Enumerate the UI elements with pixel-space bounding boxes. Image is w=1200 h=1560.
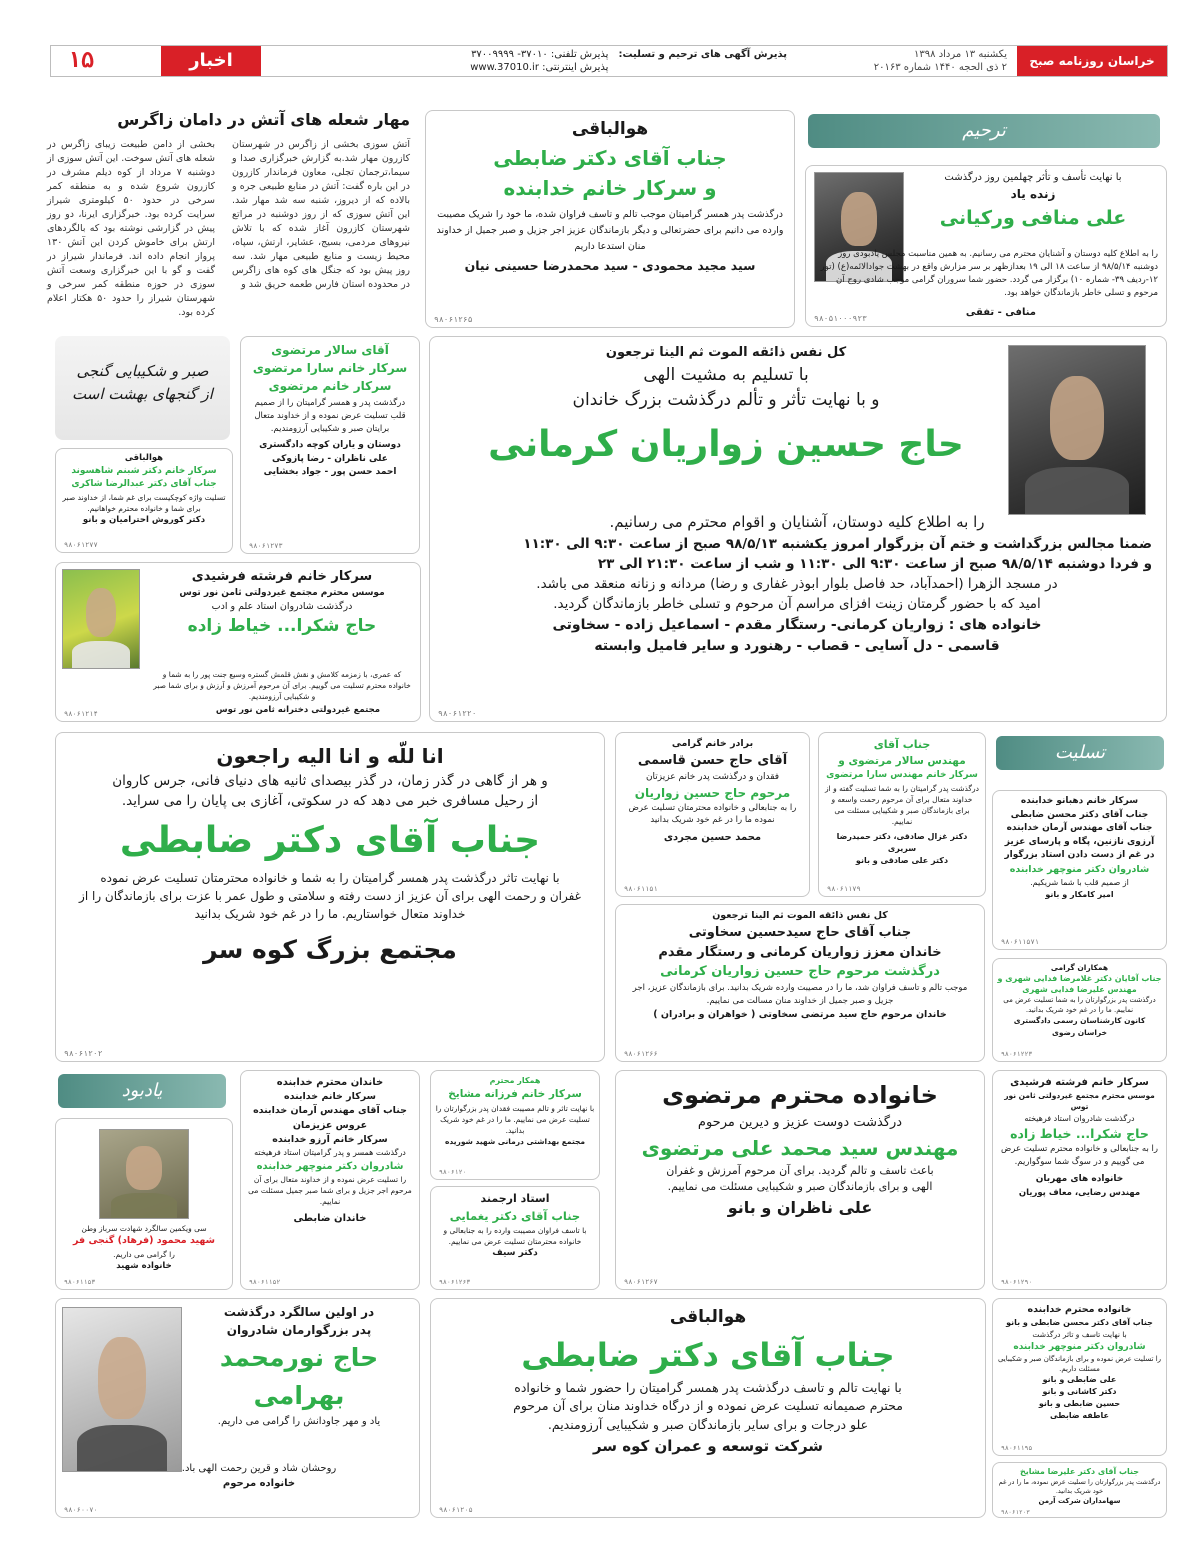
ad-havalbaghi-zabeti: هوالباقی جناب آقای دکتر ضابطی و سرکار خانم خدابنده درگذشت پدر همسر گرامیتان موجب تالم و تاسف فراوان شده، ما خود را شریک مصیبت وارده می دانیم برای حضرتعالی و دیگر بازماندگان عزیز اجر جزیل و صبر جمیل از خداوند منان استدعا داریم سید مجید محمودی - سید محمدرضا حسینی نیان ۹۸۰۶۱۲۶۵ <box>425 110 795 328</box>
portrait-photo <box>62 1307 182 1472</box>
ad-zavarian-main: کل نفس ذائقه الموت ثم الینا ترجعون با تسلیم به مشیت الهی و با نهایت تأثر و تألم درگذشت بزرگ خاندان حاج حسین زواریان کرمانی را به اطلاع کلیه دوستان، آشنایان و اقوام محترم می رسانیم. ضمنا مجالس بزرگداشت و ختم آن بزرگوار امروز یکشنبه ۹۸/۵/۱۳ صبح از ساعت ۹:۳۰ الی ۱۱:۳۰ و فردا دوشنبه ۹۸/۵/۱۴ صبح از ساعت ۹:۳۰ الی ۱۱:۳۰ و شب از ساعت ۲۱:۳۰ الی ۲۳ در مسجد الزهرا (احمدآباد، حد فاصل بلوار ابوذر غفاری و رضا) مردانه و زنانه منعقد می باشد. امید که با حضور گرمتان زینت افزای مراسم آن مرحوم و تسلی خاطر بازماندگان گردید. خانواده های : زواریان کرمانی- رستگار مقدم - اسماعیل زاده - سخاوتی قاسمی - دل آسایی - قصاب - رهنورد و سایر فامیل وابسته ۹۸۰۶۱۲۲۰ <box>429 336 1167 722</box>
ad-mashayekh-2: جناب آقای دکتر علیرضا مشایخ درگذشت پدر بزرگوارتان را تسلیت عرض نموده، ما را در غم خود شریک بدانید. سهامداران شرکت آرمن ۹۸۰۶۱۲۰۳ <box>992 1462 1167 1518</box>
ad-yaghmaei: استاد ارجمند جناب آقای دکتر یغمایی با تاسف فراوان مصیبت وارده را به جنابعالی و خانواده محترمتان تسلیت عرض می نماییم. دکتر سیف ۹۸۰۶۱۲۶۳ <box>430 1186 600 1290</box>
news-column-right: آتش سوزی بخشی از زاگرس در شهرستان کازرون مهار شد.به گزارش خبرگزاری صدا و سیما،ترجمان تجلی، معاون فرماندار کازرون در این باره گفت: آتش در منابع طبیعی جره و بالاده که از دیروز، شنبه سه شد مهار شد. این آتش سوزی که از روز دوشنبه در مراتع شهرستان کازرون آغاز شده که با تلاش نیروهای مردمی، بسیج، عشایر، ارتش، سپاه، محیط زیست و منابع طبیعی مهار شد. سه روز پیش بود که جنگل های کوه های زاگرس در محدوده استان فارس طعمه حریق شد و <box>232 139 410 290</box>
calligraphy-quote: صبر و شکیبایی گنجی از گنجهای بهشت است <box>55 336 230 440</box>
tarhim-header: ترحیم <box>808 114 1160 148</box>
ad-farshidi-right: سرکار خانم فرشته فرشیدی موسس محترم مجتمع غیردولتی ثامن نور توس درگذشت شادروان استاد فرهیخته حاج شکرا... خیاط زاده را به جنابعالی و خانواده محترم تسلیت عرض می گوییم و در سوگ شما سوگواریم. خانواده های مهربان مهندس رضایی، معاف پوریان ۹۸۰۶۱۲۹۰ <box>992 1070 1167 1290</box>
ad-zabeti-koohsar: انا للّه و انا الیه راجعون و هر از گاهی در گذر زمان، در گذر بیصدای ثانیه های دنیای فانی، جرس کاروان از رحیل مسافری خبر می دهد که در سکوتی، آغازی بی پایان را می سراید. جناب آقای دکتر ضابطی با نهایت تاثر درگذشت پدر همسر گرامیتان را به شما و خانواده محترمتان تسلیت عرض نموده غفران و رحمت الهی برای آن عزیز از دست رفته و سلامتی و طول عمر با عزت برای بازماندگان را از خداوند متعال خواستاریم. ما را در غم خود شریک بدانید مجتمع بزرگ کوه سر ۹۸۰۶۱۲۰۲ <box>55 732 605 1062</box>
taslit-header: تسلیت <box>996 736 1164 770</box>
yadbood-header: یادبود <box>58 1074 226 1108</box>
news-headline: مهار شعله های آتش در دامان زاگرس <box>117 110 410 129</box>
recipient-name: جناب آقای دکتر ضابطی <box>119 819 541 861</box>
deceased-name: حاج حسین زواریان کرمانی <box>488 423 964 465</box>
ad-salar-mortazavi-2: جناب آقای مهندس سالار مرتضوی و سرکار خانم مهندس سارا مرتضوی درگذشت پدر گرامیتان را به شما تسلیت گفته و از خداوند متعال برای آن مرحوم رحمت واسعه و برای بازماندگان صبر و شکیبایی مسئلت می نماییم. دکتر غزال صادقی، دکتر حمیدرضا سریری دکتر علی صادقی و بانو ۹۸۰۶۱۱۷۹ <box>818 732 986 897</box>
ad-taslit-fadaei: همکاران گرامی جناب آقایان دکتر غلامرضا فدایی شهری و مهندس علیرضا فدایی شهری درگذشت پدر بزرگوارتان را به شما تسلیت عرض می نماییم. ما را در غم خود شریک بدانید. کانون کارشناسان رسمی دادگستری خراسان رضوی ۹۸۰۶۱۲۲۳ <box>992 958 1167 1062</box>
page-header <box>50 45 1168 98</box>
ad-taslit-khodabandeh: سرکار خانم دهبانو خدابنده جناب آقای دکتر محسن ضابطی جناب آقای مهندس آرمان خدابنده آرزوی نازنین، پگاه و پارسای عزیز در غم از دست دادن استاد بزرگوار شادروان دکتر منوچهر خدابنده از صمیم قلب با شما شریکیم. امیر کامکار و بانو ۹۸۰۶۱۱۵۷۱ <box>992 790 1167 950</box>
ad-shakeri: هوالباقی سرکار خانم دکتر شبنم شاهسوند جناب آقای دکتر عبدالرضا شاکری تسلیت واژه کوچکیست برای غم شما، از خداوند صبر برای شما و خانواده محترم خواهانیم. دکتر کوروش احتراميان و بانو ۹۸۰۶۱۲۷۷ <box>55 448 233 553</box>
portrait-photo <box>1008 345 1146 515</box>
ad-khodabandeh-zabeti: خاندان محترم خدابنده سرکار خانم خدابنده جناب آقای مهندس آرمان خدابنده عروس عزیزمان سرکار خانم آرزو خدابنده درگذشت همسر و پدر گرامیتان استاد فرهیخته شادروان دکتر منوچهر خدابنده را تسلیت عرض نموده و از خداوند متعال برای آن مرحوم اجر جزیل و برای شما صبر جمیل مسئلت می نماییم. خاندان ضابطی ۹۸۰۶۱۱۵۲ <box>240 1070 420 1290</box>
ad-sakhavati: کل نفس ذائقه الموت ثم الینا ترجعون جناب آقای حاج سیدحسین سخاوتی خاندان معزز زواریان کرمانی و رستگار مقدم درگذشت مرحوم حاج حسین زواریان کرمانی موجب تالم و تاسف فراوان شد، ما را در مصیبت وارده شریک بدانید. برای بازماندگان عزیز، اجر جزیل و صبر جمیل از خداوند منان مسالت می نماییم. خاندان مرحوم حاج سید مرتضی سخاوتی ( خواهران و برادران ) ۹۸۰۶۱۲۶۶ <box>615 904 985 1062</box>
ad-mashayekh: همکار محترم سرکار خانم فرزانه مشایخ با نهایت تاثر و تالم مصیبت فقدان پدر بزرگوارتان را تسلیت عرض می نماییم. ما را در غم خود شریک بدانید. مجتمع بهداشتی درمانی شهید شوریده ۹۸۰۶۱۲۰ <box>430 1070 600 1180</box>
ad-havalbaghi-zabeti-bottom: هوالباقی جناب آقای دکتر ضابطی با نهایت تالم و تاسف درگذشت پدر همسر گرامیتان را حضور شما و خانواده محترم صمیمانه تسلیت عرض نموده و از درگاه خداوند منان برای آن مرحوم علو درجات و برای سایر بازماندگان صبر و شکیبایی آرزومندیم. شرکت توسعه و عمران کوه سر ۹۸۰۶۱۲۰۵ <box>430 1298 986 1518</box>
news-column-left: بخشی از دامن طبیعت زیبای زاگرس در شعله های آتش سوخت. این آتش سوزی از دوشنبه ۷ مرداد از کوه دیلم مشرف در کازرون شروع شده و به منطقه کمر سرخی در حدود ۵۰ کیلومتری شیراز سرایت کرده بود. خبرگزاری ایرنا، دو روز پیش در گزارشی نوشته بود که بالگردهای ارتش برای خاموش کردن این آتش ۱۳۰ پرواز انجام داده اند. فرماندار شیراز در گفت و گو با این خبرگزاری وسعت آتش سوزی در حوزه منطقه کمر سرخی و شهرستان شیراز را حدود ۵۰ هکتار اعلام کرده بود. <box>47 139 215 318</box>
ad-yadbood-ganjifar: سی ویکمین سالگرد شهادت سرباز وطن شهید محمود (فرهاد) گنجی فر را گرامی می داریم. خانواده شهید ۹۸۰۶۱۱۵۳ <box>55 1118 233 1290</box>
ad-ghasemi: برادر خانم گرامی آقای حاج حسن قاسمی فقدان و درگذشت پدر خانم عزیزتان مرحوم حاج حسین زواریان را به جنابعالی و خانواده محترمتان تسلیت عرض نموده ما را در غم خود شریک بدانید محمد حسین مجردی ۹۸۰۶۱۱۵۱ <box>615 732 810 897</box>
ad-mortazavi: خانواده محترم مرتضوی درگذشت دوست عزیز و دیرین مرحوم مهندس سید محمد علی مرتضوی باعث تاسف و تالم گردید. برای آن مرحوم آمرزش و غفران الهی و برای بازماندگان صبر و شکیبایی مسئلت می نماییم. علی ناظران و بانو ۹۸۰۶۱۲۶۷ <box>615 1070 985 1290</box>
deceased-name: علی منافی ورکیانی <box>939 207 1127 229</box>
ad-tarhim-manafi: با نهایت تأسف و تأثر چهلمین روز درگذشت زنده یاد علی منافی ورکیانی را به اطلاع کلیه دوستان و آشنایان محترم می رسانیم. به همین مناسبت مجلس یادبودی روز دوشنبه ۹۸/۵/۱۴ از ساعت ۱۸ الی ۱۹ بعدازظهر بر سر مزارش واقع در بهشت جوادالائمه(ع) (تور ۱۲-ردیف ۳۹- شماره ۱۰) برگزار می گردد. حضور شما سروران گرامی موجب شادی روح آن مرحوم و تسلی خاطر بازماندگان خواهد بود. منافی - تفقی ۹۸۰۵۱۰۰۰۹۲۳ <box>805 165 1167 327</box>
page-number: ۱۵ <box>67 48 95 73</box>
ad-khodabandeh-family: خانواده محترم خدابنده جناب آقای دکتر محسن ضابطی و بانو با نهایت تاسف و تاثر درگذشت شادروان دکتر منوچهر خدابنده را تسلیت عرض نموده و برای بازماندگان صبر و شکیبایی مسئلت داریم. علی ضابطی و بانو دکتر کاشانی و بانو حسین ضابطی و بانو عاطفه ضابطی ۹۸۰۶۱۱۹۵ <box>992 1298 1167 1456</box>
ad-farshidi-khayatzadeh: سرکار خانم فرشته فرشیدی موسس محترم مجتمع غیردولتی ثامن نور توس درگذشت شادروان استاد علم و ادب حاج شکرا... خیاط زاده که عمری، با زمزمه کلامش و نقش قلمش گستره وسیع جنت پور را به شما و خانواده محترم تسلیت می گوییم. برای آن مرحوم آمرزش و آرزش و برای شما صبر و شکیبایی آرزومندیم. مجتمع غیردولتی دخترانه ثامن نور توس ۹۸۰۶۱۲۱۴ <box>55 562 421 722</box>
ad-salar-mortazavi: آقای سالار مرتضوی سرکار خانم سارا مرتضوی سرکار خانم مرتضوی درگذشت پدر و همسر گرامیتان را از صمیم قلب تسلیت عرض نموده و از خداوند متعال برایتان صبر و شکیبایی آرزومندیم. دوستان و یاران کوچه دادگستری علی ناظران - رضا پازوکی احمد حسن پور - جواد بخشایی ۹۸۰۶۱۲۷۳ <box>240 336 420 554</box>
newspaper-logo: خراسان روزنامه صبح ایران <box>1017 46 1167 76</box>
issue-date: یکشنبه ۱۳ مرداد ۱۳۹۸ ۲ ذی الحجه ۱۴۴۰ شماره ۲۰۱۶۳ <box>873 49 1007 73</box>
portrait-photo <box>99 1129 189 1219</box>
portrait-photo <box>62 569 140 669</box>
ad-bahrami-anniversary: در اولین سالگرد درگذشت پدر بزرگوارمان شادروان حاج نورمحمد بهرامی یاد و مهر جاودانش را گرامی می داریم. روحشان شاد و قرین رحمت الهی باد. خانواده مرحوم ۹۸۰۶۰۰۷۰ <box>55 1298 420 1518</box>
section-title: اخبار <box>161 46 261 76</box>
ad-reception-info: پذیرش آگهی های ترحیم و تسلیت: پذیرش تلفنی: ۳۷۰۱۰- ۳۷۰۰۹۹۹۹ پذیرش اینترنتی: www.37010.ir <box>470 49 787 73</box>
